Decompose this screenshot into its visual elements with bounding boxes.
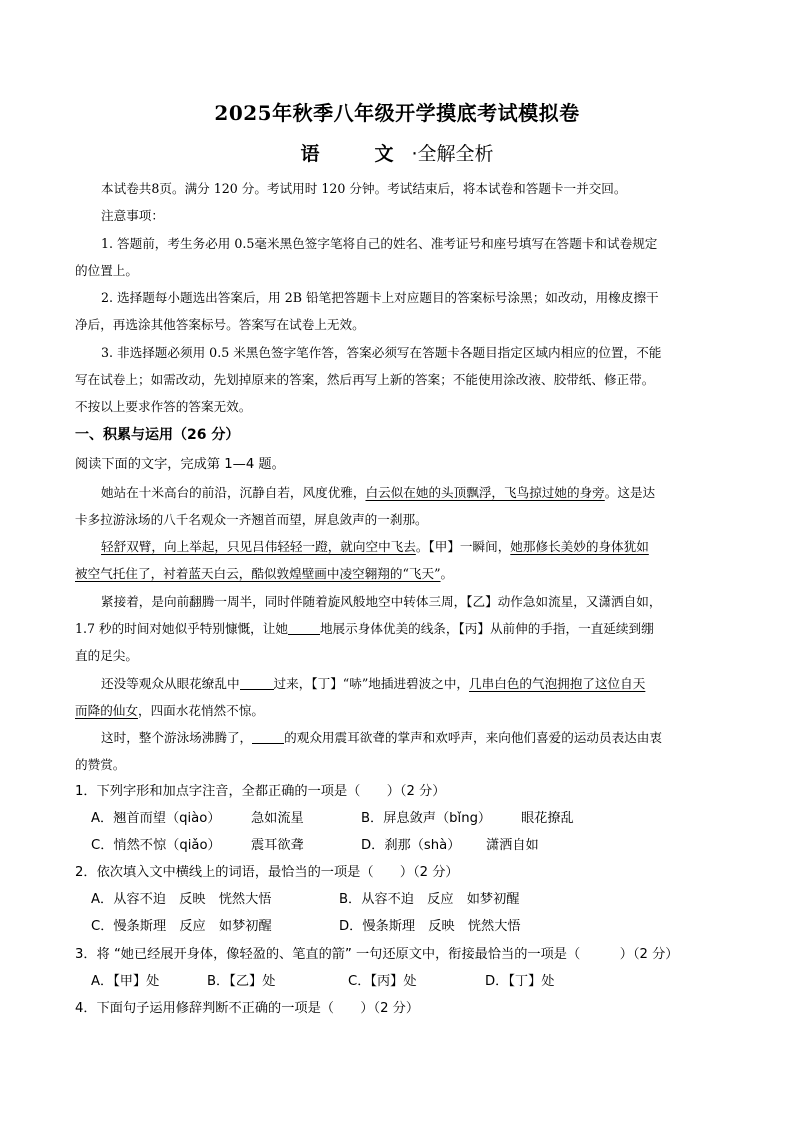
p3b-pre: 1.7 秒的时间对她似乎特别慷慨，让她: [75, 621, 288, 636]
q1-option-b-word: 眼花撩乱: [521, 811, 574, 826]
notes-title: 注意事项：: [101, 208, 164, 223]
q1-option-c: C．悄然不惊（qiǎo）: [91, 838, 221, 853]
note-3a: 3. 非选择题必须用 0.5 米黑色签字笔作答，答案必须写在答题卡各题目指定区域内相应的位置，不能: [101, 345, 662, 360]
p2a-mid: 。【甲】一瞬间，: [415, 539, 511, 554]
p4a-underlined: 几串白色的气泡拥抱了这位自天: [469, 676, 646, 691]
q3-option-d: D．【丁】处: [485, 974, 555, 989]
note-1b: 的位置上。: [75, 263, 138, 278]
passage-p4a: [101, 675, 725, 693]
question-1-options-row1: [91, 810, 741, 828]
subject-title: [0, 139, 794, 166]
p1a-underlined: 白云似在她的头顶飘浮，飞鸟掠过她的身旁: [365, 485, 605, 500]
p4b-underlined: 而降的仙女: [75, 703, 138, 718]
q1-option-b: B．屏息敛声（bǐng）: [361, 811, 492, 826]
passage-p3b: [75, 620, 725, 638]
p2b-underlined: 被空气托住了，衬着蓝天白云，酷似敦煌壁画中凌空翱翔的“飞天”: [75, 566, 441, 581]
question-3-options: [91, 973, 741, 991]
exam-title: 2025年秋季八年级开学摸底考试模拟卷: [214, 101, 580, 125]
passage-p1b: 卡多拉游泳场的八千名观众一齐翘首而望，屏息敛声的一刹那。: [75, 512, 428, 527]
p1a-pre: 她站在十米高台的前沿，沉静自若，风度优雅，: [101, 485, 366, 500]
fill-blank-3: [252, 730, 284, 744]
q3-option-c: C．【丙】处: [348, 974, 417, 989]
p1a-post: 。这是达: [604, 485, 656, 500]
q3-option-a: A．【甲】处: [91, 974, 160, 989]
q2-option-d: D．慢条斯理 反映 恍然大悟: [339, 919, 521, 934]
passage-p1a: [101, 484, 725, 502]
p4a-pre: 还没等观众从眼花缭乱中: [101, 676, 240, 691]
passage-p3a: 紧接着，是向前翻腾一周半，同时伴随着旋风般地空中转体三周，【乙】动作急如流星，又潇洒自如，: [101, 594, 662, 609]
section-instruction: 阅读下面的文字，完成第 1—4 题。: [75, 457, 285, 472]
subject-name: 语 文: [300, 143, 412, 165]
passage-p4b: [75, 702, 725, 720]
q1-option-d-word: 潇洒自如: [486, 838, 539, 853]
note-2a: 2. 选择题每小题选出答案后，用 2B 铅笔把答题卡上对应题目的答案标号涂黑；如改动，用橡皮擦干: [101, 290, 659, 305]
note-1a: 1. 答题前，考生务必用 0.5毫米黑色签字笔将自己的姓名、准考证号和座号填写在答题卡和试卷规定: [101, 236, 658, 251]
q1-option-c-word: 震耳欲聋: [251, 838, 304, 853]
question-2: 2．依次填入文中横线上的词语，最恰当的一项是（ ）（2 分）: [75, 865, 459, 880]
p3b-post: 地展示身体优美的线条，【丙】从前伸的手指，一直延续到绷: [319, 621, 654, 636]
passage-p5b: 的赞赏。: [75, 757, 126, 772]
intro-line: 本试卷共8页。满分 120 分。考试用时 120 分钟。考试结束后，将本试卷和答题卡一并交回。: [101, 181, 627, 196]
p2a-underlined-1: 轻舒双臂，向上举起，只见吕伟轻轻一蹬，就向空中飞去: [101, 539, 416, 554]
section-heading: 一、积累与运用（26 分）: [75, 427, 240, 443]
question-4: 4．下面句子运用修辞判断不正确的一项是（ ）（2 分）: [75, 1001, 420, 1016]
passage-p3c: 直的足尖。: [75, 648, 138, 663]
passage-p2b: [75, 565, 725, 583]
p5a-post: 的观众用震耳欲聋的掌声和欢呼声，来向他们喜爱的运动员表达由衷: [284, 730, 662, 745]
note-3c: 不按以上要求作答的答案无效。: [75, 399, 252, 414]
q2-option-c: C．慢条斯理 反应 如梦初醒: [91, 919, 272, 934]
passage-p2a: [101, 538, 725, 556]
question-2-options-row1: [91, 891, 741, 909]
question-2-options-row2: [91, 918, 741, 936]
q1-option-a: A．翘首而望（qiào）: [91, 811, 221, 826]
q1-option-a-word: 急如流星: [251, 811, 304, 826]
question-3: 3．将 “她已经展开身体，像轻盈的、笔直的箭” 一句还原文中，衔接最恰当的一项是（ ）（2 分）: [75, 947, 679, 962]
p4b-post: ，四面水花悄然不惊。: [137, 703, 264, 718]
question-1: 1．下列字形和加点字注音，全都正确的一项是（ ）（2 分）: [75, 784, 446, 799]
note-2b: 净后，再选涂其他答案标号。答案写在试卷上无效。: [75, 317, 365, 332]
q3-option-b: B．【乙】处: [207, 974, 276, 989]
p2b-post: 。: [440, 566, 454, 581]
q1-option-d: D．刹那（shà）: [361, 838, 461, 853]
q2-option-b: B．从容不迫 反应 如梦初醒: [339, 892, 520, 907]
passage-p5a: [101, 729, 725, 747]
note-3b: 写在试卷上；如需改动，先划掉原来的答案，然后再写上新的答案；不能使用涂改液、胶带纸、修正带。: [75, 372, 655, 387]
p4a-mid: 过来，【丁】“哧”地插进碧波之中，: [273, 676, 470, 691]
fill-blank-2: [240, 676, 274, 690]
fill-blank-1: [288, 621, 320, 635]
p5a-pre: 这时，整个游泳场沸腾了，: [101, 730, 253, 745]
subtitle: ·全解全析: [411, 143, 494, 165]
p2a-underlined-2: 她那修长美妙的身体犹如: [510, 539, 649, 554]
q2-option-a: A．从容不迫 反映 恍然大悟: [91, 892, 272, 907]
question-1-options-row2: [91, 837, 741, 855]
